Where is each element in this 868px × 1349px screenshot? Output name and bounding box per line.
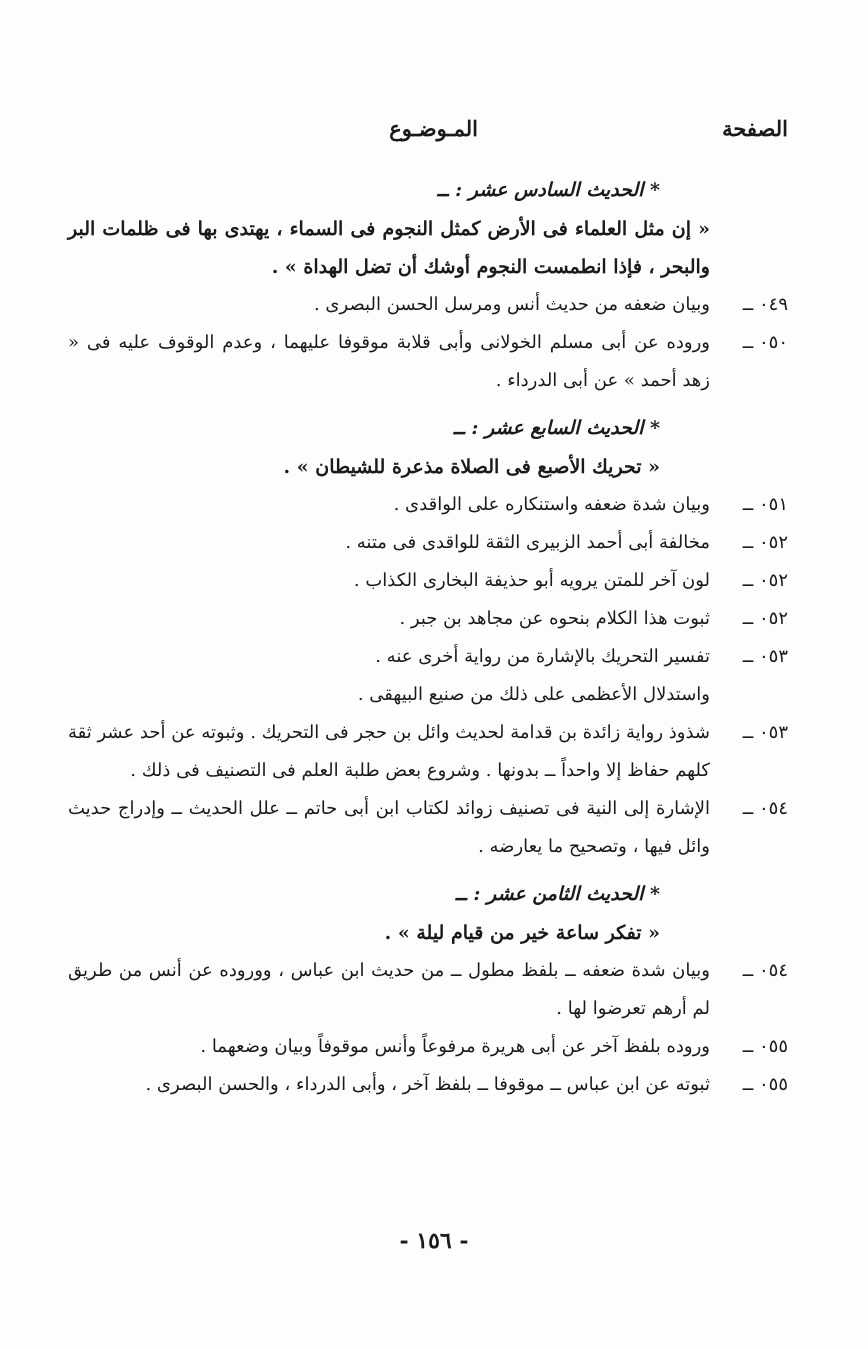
entry-text: ثبوته عن ابن عباس ــ موقوفا ــ بلفظ آخر ، وأبى الدرداء ، والحسن البصرى . xyxy=(145,1074,710,1095)
index-entry xyxy=(68,1028,788,1066)
page-number: - ١٥٦ - xyxy=(399,1228,469,1254)
hadith-quote: « تحريك الأصبع فى الصلاة مذعرة للشيطان » . xyxy=(283,456,660,478)
section-heading: * الحديث السادس عشر : ــ xyxy=(437,179,660,201)
entry-page: ٠٥٤ ــ xyxy=(742,798,788,819)
index-entry xyxy=(68,952,788,1028)
hadith-quote: « تفكر ساعة خير من قيام ليلة » . xyxy=(384,922,660,944)
index-header xyxy=(70,116,788,152)
entry-page: ٠٥٣ ــ xyxy=(742,722,788,743)
index-content xyxy=(68,170,788,1104)
entry-continuation: واستدلال الأعظمى على ذلك من صنيع البيهقى . xyxy=(357,684,710,705)
entry-text: ثبوت هذا الكلام بنحوه عن مجاهد بن جبر . xyxy=(399,608,710,629)
entry-text: وروده عن أبى مسلم الخولانى وأبى قلابة موقوفا عليهما ، وعدم الوقوف عليه فى « زهد أحمد » عن أبى الدرداء . xyxy=(68,332,710,391)
entry-text: لون آخر للمتن يرويه أبو حذيفة البخارى الكذاب . xyxy=(353,570,710,591)
hadith-quote: « إن مثل العلماء فى الأرض كمثل النجوم فى السماء ، يهتدى بها فى ظلمات البر والبحر ، فإذا انطمست النجوم أوشك أن تضل الهداة » . xyxy=(68,218,710,278)
entry-text: مخالفة أبى أحمد الزبيرى الثقة للواقدى فى متنه . xyxy=(345,532,710,553)
entry-page: ٠٥٠ ــ xyxy=(742,332,788,353)
spacer xyxy=(68,400,788,408)
entry-text: وبيان شدة ضعفه واستنكاره على الواقدى . xyxy=(393,494,710,515)
entry-page: ٠٥٥ ــ xyxy=(742,1036,788,1057)
entry-page: ٠٥٢ ــ xyxy=(742,570,788,591)
entry-page: ٠٥٥ ــ xyxy=(742,1074,788,1095)
index-entry xyxy=(68,286,788,324)
index-entry xyxy=(68,1066,788,1104)
entry-text: وروده بلفظ آخر عن أبى هريرة مرفوعاً وأنس موقوفاً وبيان وضعهما . xyxy=(200,1036,710,1057)
entry-page: ٠٤٩ ــ xyxy=(742,294,788,315)
section-heading: * الحديث السابع عشر : ــ xyxy=(453,417,660,439)
index-entry xyxy=(68,638,788,676)
index-entry xyxy=(68,600,788,638)
entry-text: تفسير التحريك بالإشارة من رواية أخرى عنه . xyxy=(375,646,710,667)
entry-page: ٠٥٤ ــ xyxy=(742,960,788,981)
index-entry xyxy=(68,562,788,600)
section-heading: * الحديث الثامن عشر : ــ xyxy=(455,883,660,905)
topic-column-title: المـوضـوع xyxy=(389,116,478,141)
entry-text: شذوذ رواية زائدة بن قدامة لحديث وائل بن حجر فى التحريك . وثبوته عن أحد عشر ثقة كلهم حفاظ إلا واحداً ــ بدونها . وشروع بعض طلبة العلم فى التصنيف فى ذلك . xyxy=(67,722,710,781)
index-entry xyxy=(68,486,788,524)
entry-page: ٠٥٢ ــ xyxy=(742,532,788,553)
page-column-title: الصفحة xyxy=(722,116,788,141)
entry-text: وبيان شدة ضعفه ــ بلفظ مطول ــ من حديث ابن عباس ، ووروده عن أنس من طريق لم أرهم تعرضوا لها . xyxy=(68,960,710,1019)
index-entry xyxy=(68,790,788,866)
index-entry xyxy=(68,324,788,400)
spacer xyxy=(68,866,788,874)
entry-page: ٠٥٣ ــ xyxy=(742,646,788,667)
entry-page: ٠٥٢ ــ xyxy=(742,608,788,629)
index-entry xyxy=(68,524,788,562)
entry-text: الإشارة إلى النية فى تصنيف زوائد لكتاب ابن أبى حاتم ــ علل الحديث ــ وإدراج حديث وائل فيها ، وتصحيح ما يعارضه . xyxy=(68,798,710,857)
index-entry xyxy=(68,714,788,790)
entry-text: وبيان ضعفه من حديث أنس ومرسل الحسن البصرى . xyxy=(313,294,710,315)
entry-page: ٠٥١ ــ xyxy=(742,494,788,515)
